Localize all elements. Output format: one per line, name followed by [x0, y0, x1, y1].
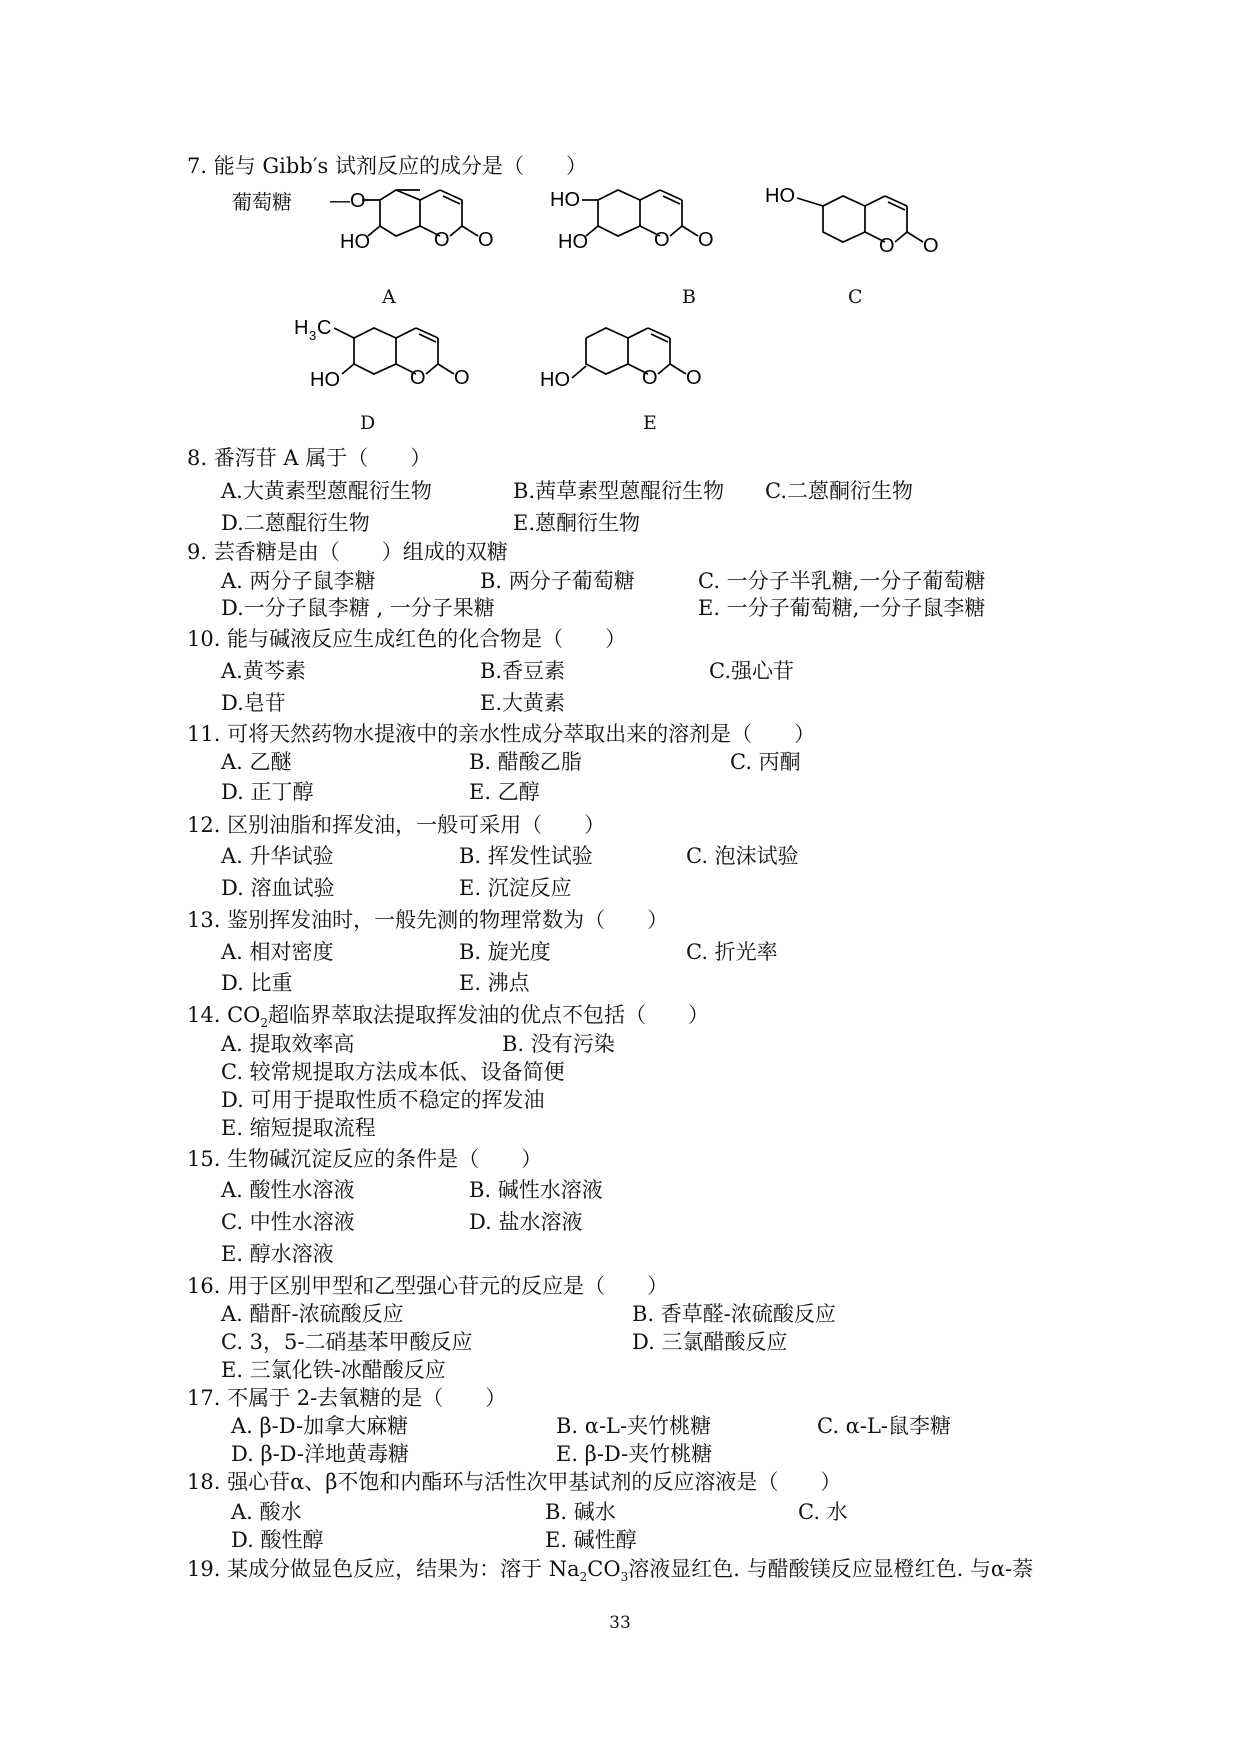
q12-opt-c: C. 泡沫试验 [686, 844, 799, 868]
svg-text:HO: HO [558, 231, 588, 253]
q9-opt-a: A. 两分子鼠李糖 [221, 569, 376, 593]
q19-stem [187, 1556, 1034, 1585]
svg-text:O: O [879, 235, 895, 257]
svg-text:HO: HO [765, 185, 795, 207]
q11-opt-a: A. 乙醚 [221, 750, 292, 774]
q14-opt-b: B. 没有污染 [502, 1032, 615, 1056]
svg-text:O: O [654, 229, 670, 251]
q9-opt-c: C. 一分子半乳糖,一分子葡萄糖 [698, 569, 986, 593]
label-a: A [382, 286, 396, 308]
svg-text:O: O [642, 367, 658, 389]
q15-stem: 15. 生物碱沉淀反应的条件是（ ） [187, 1147, 543, 1171]
q8-stem: 8. 番泻苷 A 属于（ ） [187, 446, 432, 470]
q15-opt-b: B. 碱性水溶液 [469, 1178, 603, 1202]
q16-opt-a: A. 醋酐-浓硫酸反应 [221, 1302, 404, 1326]
q14-opt-c: C. 较常规提取方法成本低、设备简便 [221, 1060, 565, 1084]
q7-stem: 7. 能与 Gibb′s 试剂反应的成分是（ ） [187, 154, 587, 178]
q12-opt-a: A. 升华试验 [221, 844, 334, 868]
label-c: C [848, 286, 863, 308]
svg-text:3: 3 [309, 328, 317, 343]
q13-opt-b: B. 旋光度 [459, 940, 551, 964]
q10-opt-c: C.强心苷 [709, 659, 794, 683]
q17-stem: 17. 不属于 2-去氧糖的是（ ） [187, 1386, 507, 1410]
svg-text:O: O [410, 367, 426, 389]
q14-stem-pre: 14. CO [187, 1003, 261, 1027]
q11-opt-c: C. 丙酮 [730, 750, 801, 774]
q11-opt-e: E. 乙醇 [469, 780, 540, 804]
label-e: E [643, 412, 657, 434]
q18-stem: 18. 强心苷α、β不饱和内酯环与活性次甲基试剂的反应溶液是（ ） [187, 1470, 842, 1494]
q19-mid: CO [587, 1557, 621, 1581]
q16-opt-d: D. 三氯醋酸反应 [632, 1330, 788, 1354]
q15-opt-e: E. 醇水溶液 [221, 1242, 334, 1266]
page-number: 33 [609, 1613, 631, 1633]
q10-opt-e: E.大黄素 [480, 691, 566, 715]
q12-opt-e: E. 沉淀反应 [459, 876, 572, 900]
q15-opt-a: A. 酸性水溶液 [221, 1178, 355, 1202]
q14-opt-e: E. 缩短提取流程 [221, 1116, 376, 1140]
label-b: B [682, 286, 696, 308]
q9-opt-e: E. 一分子葡萄糖,一分子鼠李糖 [698, 596, 986, 620]
q13-stem: 13. 鉴别挥发油时，一般先测的物理常数为（ ） [187, 908, 669, 932]
q12-opt-b: B. 挥发性试验 [459, 844, 593, 868]
q13-opt-c: C. 折光率 [686, 940, 778, 964]
q18-opt-a: A. 酸水 [231, 1500, 302, 1524]
q12-stem: 12. 区别油脂和挥发油，一般可采用（ ） [187, 813, 606, 837]
q17-opt-e: E. β-D-夹竹桃糖 [556, 1442, 713, 1466]
svg-text:HO: HO [310, 369, 340, 391]
structure-c [765, 182, 995, 282]
q13-opt-a: A. 相对密度 [221, 940, 334, 964]
q16-stem: 16. 用于区别甲型和乙型强心苷元的反应是（ ） [187, 1274, 669, 1298]
q11-opt-b: B. 醋酸乙脂 [469, 750, 582, 774]
q15-opt-c: C. 中性水溶液 [221, 1210, 355, 1234]
svg-text:O: O [454, 367, 470, 389]
q18-opt-e: E. 碱性醇 [545, 1528, 637, 1552]
structure-d [292, 316, 532, 416]
q10-opt-a: A.黄芩素 [221, 659, 306, 683]
q8-opt-c: C.二蒽酮衍生物 [765, 479, 913, 503]
q17-opt-b: B. α-L-夹竹桃糖 [556, 1414, 712, 1438]
svg-text:O: O [434, 229, 450, 251]
structure-a [320, 186, 560, 286]
svg-text:C: C [317, 317, 332, 339]
q10-opt-d: D.皂苷 [221, 691, 286, 715]
q11-opt-d: D. 正丁醇 [221, 780, 314, 804]
glucose-label: 葡萄糖 [232, 190, 292, 214]
q18-opt-c: C. 水 [798, 1500, 848, 1524]
q18-opt-b: B. 碱水 [545, 1500, 616, 1524]
svg-text:HO: HO [550, 189, 580, 211]
svg-text:O: O [923, 235, 939, 257]
svg-text:O: O [698, 229, 714, 251]
q19-pre: 19. 某成分做显色反应，结果为：溶于 Na [187, 1557, 580, 1581]
svg-text:O: O [478, 229, 494, 251]
label-d: D [360, 412, 376, 434]
q9-opt-d: D.一分子鼠李糖 , 一分子果糖 [221, 596, 495, 620]
q16-opt-b: B. 香草醛-浓硫酸反应 [632, 1302, 836, 1326]
q14-opt-d: D. 可用于提取性质不稳定的挥发油 [221, 1088, 545, 1112]
svg-text:HO: HO [540, 369, 570, 391]
q8-opt-b: B.茜草素型蒽醌衍生物 [513, 479, 725, 503]
q14-opt-a: A. 提取效率高 [221, 1032, 355, 1056]
q8-opt-d: D.二蒽醌衍生物 [221, 511, 370, 535]
q19-sub1: 2 [579, 1570, 588, 1585]
methoxy-linker: —O [330, 190, 366, 212]
q16-opt-e: E. 三氯化铁-冰醋酸反应 [221, 1358, 446, 1382]
q8-opt-e: E.蒽酮衍生物 [513, 511, 641, 535]
q14-stem-sub: 2 [260, 1016, 268, 1031]
q14-stem-post: 超临界萃取法提取挥发油的优点不包括（ ） [268, 1003, 709, 1027]
q12-opt-d: D. 溶血试验 [221, 876, 335, 900]
q19-sub2: 3 [620, 1570, 629, 1585]
q11-stem: 11. 可将天然药物水提液中的亲水性成分萃取出来的溶剂是（ ） [187, 722, 816, 746]
q8-opt-a: A.大黄素型蒽醌衍生物 [221, 479, 432, 503]
q19-post: 溶液显红色. 与醋酸镁反应显橙红色. 与α-萘 [628, 1557, 1034, 1581]
q17-opt-a: A. β-D-加拿大麻糖 [231, 1414, 409, 1438]
q9-stem: 9. 芸香糖是由（ ）组成的双糖 [187, 540, 508, 564]
svg-text:H: H [294, 317, 309, 339]
q18-opt-d: D. 酸性醇 [231, 1528, 324, 1552]
structure-b [550, 186, 770, 286]
q9-opt-b: B. 两分子葡萄糖 [480, 569, 635, 593]
q15-opt-d: D. 盐水溶液 [469, 1210, 583, 1234]
q13-opt-d: D. 比重 [221, 971, 293, 995]
q13-opt-e: E. 沸点 [459, 971, 530, 995]
q17-opt-c: C. α-L-鼠李糖 [817, 1414, 951, 1438]
q14-stem [187, 1002, 709, 1031]
svg-text:O: O [686, 367, 702, 389]
q10-opt-b: B.香豆素 [480, 659, 566, 683]
structure-e [540, 316, 760, 416]
q17-opt-d: D. β-D-洋地黄毒糖 [231, 1442, 409, 1466]
q10-stem: 10. 能与碱液反应生成红色的化合物是（ ） [187, 627, 627, 651]
q16-opt-c: C. 3，5-二硝基苯甲酸反应 [221, 1330, 473, 1354]
svg-text:HO: HO [340, 231, 370, 253]
